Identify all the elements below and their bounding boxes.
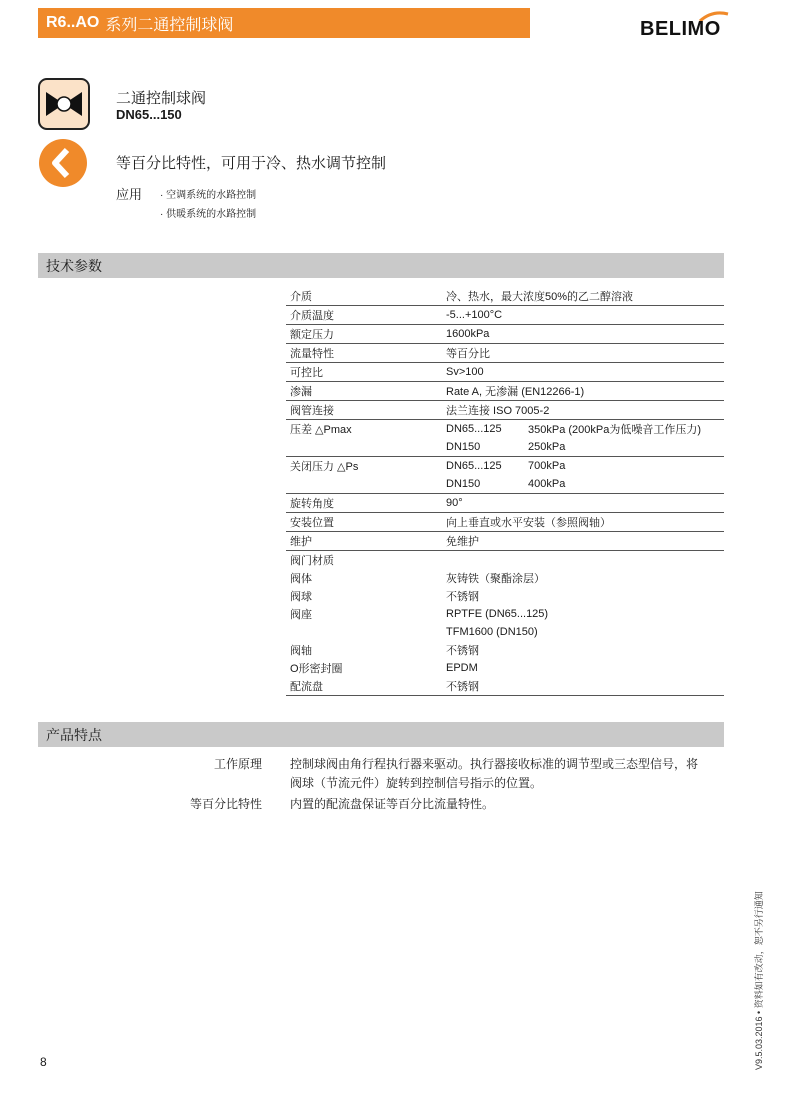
belimo-logo bbox=[640, 10, 730, 38]
equal-percentage-icon bbox=[38, 138, 88, 188]
spec-value: 不锈钢 bbox=[442, 677, 724, 696]
spec-value: 免维护 bbox=[442, 532, 724, 551]
application-label: 应用 bbox=[116, 187, 143, 202]
header-bar bbox=[38, 8, 530, 38]
spec-value: DN65...125 bbox=[446, 460, 502, 472]
spec-value: TFM1600 (DN150) bbox=[446, 626, 538, 638]
spec-key: 安装位置 bbox=[286, 513, 442, 532]
spec-row bbox=[286, 287, 724, 306]
header-code: R6..AO bbox=[46, 14, 100, 31]
spec-key: 阀体 bbox=[290, 573, 312, 585]
side-note: V9.5.03.2016 • 资料如有改动，恕不另行通知 bbox=[754, 891, 764, 1070]
spec-value: DN150 bbox=[442, 475, 524, 494]
spec-key: 介质温度 bbox=[286, 306, 442, 325]
spec-key: 阀球 bbox=[290, 591, 312, 603]
spec-key: 可控比 bbox=[286, 363, 442, 382]
spec-key: 压差 △Pmax bbox=[290, 424, 352, 436]
spec-value: 法兰连接 ISO 7005-2 bbox=[442, 401, 724, 420]
spec-value bbox=[442, 551, 724, 570]
spec-value-2: 400kPa bbox=[524, 475, 724, 494]
feature-value: 控制球阀由角行程执行器来驱动。执行器接收标准的调节型或三态型信号，将阀球（节流元件）旋转到控制信号指示的位置。 bbox=[290, 757, 699, 790]
spec-value-2: 700kPa bbox=[528, 460, 566, 472]
spec-row bbox=[286, 659, 724, 677]
spec-key: 阀座 bbox=[290, 609, 312, 621]
spec-row bbox=[286, 344, 724, 363]
spec-row bbox=[286, 494, 724, 513]
spec-value: Rate A, 无渗漏 (EN12266-1) bbox=[442, 382, 724, 401]
spec-row bbox=[286, 325, 724, 344]
page-number: 8 bbox=[40, 1055, 47, 1069]
tech-section-title: 技术参数 bbox=[38, 253, 724, 278]
spec-value: EPDM bbox=[446, 662, 478, 674]
feature-line: 等百分比特性，可用于冷、热水调节控制 bbox=[116, 155, 387, 172]
spec-value: 等百分比 bbox=[442, 344, 724, 363]
spec-value: 1600kPa bbox=[442, 325, 724, 344]
spec-key bbox=[286, 623, 442, 641]
logo-text: BELIMO bbox=[640, 18, 721, 40]
spec-value-2: 350kPa (200kPa为低噪音工作压力) bbox=[528, 424, 701, 436]
spec-row bbox=[286, 382, 724, 401]
spec-key: 额定压力 bbox=[286, 325, 442, 344]
spec-value: RPTFE (DN65...125) bbox=[446, 608, 549, 620]
spec-value: 向上垂直或水平安装（参照阀轴） bbox=[442, 513, 724, 532]
spec-key: 流量特性 bbox=[286, 344, 442, 363]
spec-value: 90° bbox=[442, 494, 724, 513]
spec-key: 维护 bbox=[286, 532, 442, 551]
spec-row bbox=[286, 363, 724, 382]
spec-row bbox=[286, 475, 724, 494]
application-item: · 供暖系统的水路控制 bbox=[160, 205, 256, 224]
spec-row bbox=[286, 513, 724, 532]
spec-row bbox=[286, 587, 724, 605]
application-item: · 空调系统的水路控制 bbox=[160, 186, 256, 205]
spec-key: 配流盘 bbox=[286, 677, 442, 696]
spec-row bbox=[286, 551, 724, 570]
spec-value-2: 250kPa bbox=[524, 438, 724, 457]
spec-value: 不锈钢 bbox=[446, 591, 479, 603]
feature-key: 工作原理 bbox=[213, 757, 262, 771]
spec-value: DN150 bbox=[442, 438, 524, 457]
spec-value: -5...+100°C bbox=[442, 306, 724, 325]
spec-key: 阀管连接 bbox=[286, 401, 442, 420]
spec-key: 介质 bbox=[286, 287, 442, 306]
spec-key: 阀轴 bbox=[290, 645, 312, 657]
spec-table bbox=[286, 287, 724, 696]
spec-value: 不锈钢 bbox=[446, 645, 479, 657]
spec-row bbox=[286, 532, 724, 551]
spec-value: Sv>100 bbox=[442, 363, 724, 382]
spec-value: DN65...125 bbox=[446, 423, 502, 435]
spec-row bbox=[286, 438, 724, 457]
spec-row bbox=[286, 306, 724, 325]
spec-key: 阀门材质 bbox=[290, 555, 334, 567]
spec-row bbox=[286, 623, 724, 641]
product-title: 二通控制球阀 bbox=[116, 90, 207, 107]
spec-key: O形密封圈 bbox=[290, 663, 343, 675]
application-list bbox=[160, 186, 256, 224]
feature-value: 内置的配流盘保证等百分比流量特性。 bbox=[290, 797, 495, 811]
header-title: 系列二通控制球阀 bbox=[105, 16, 234, 34]
spec-row bbox=[286, 605, 724, 623]
features-section-title: 产品特点 bbox=[38, 722, 724, 747]
spec-key: 关闭压力 △Ps bbox=[290, 461, 359, 473]
spec-row bbox=[286, 569, 724, 587]
spec-row bbox=[286, 420, 724, 439]
spec-value: 冷、热水，最大浓度50%的乙二醇溶液 bbox=[442, 287, 724, 306]
spec-key bbox=[286, 438, 442, 457]
spec-row bbox=[286, 401, 724, 420]
spec-value: 灰铸铁（聚酯涂层） bbox=[446, 573, 545, 585]
spec-key: 渗漏 bbox=[286, 382, 442, 401]
feature-key: 等百分比特性 bbox=[189, 797, 262, 811]
spec-key bbox=[286, 475, 442, 494]
ball-valve-icon bbox=[38, 78, 90, 130]
spec-row bbox=[286, 457, 724, 476]
spec-row bbox=[286, 677, 724, 696]
product-range: DN65...150 bbox=[116, 107, 182, 122]
spec-key: 旋转角度 bbox=[286, 494, 442, 513]
spec-row bbox=[286, 641, 724, 659]
